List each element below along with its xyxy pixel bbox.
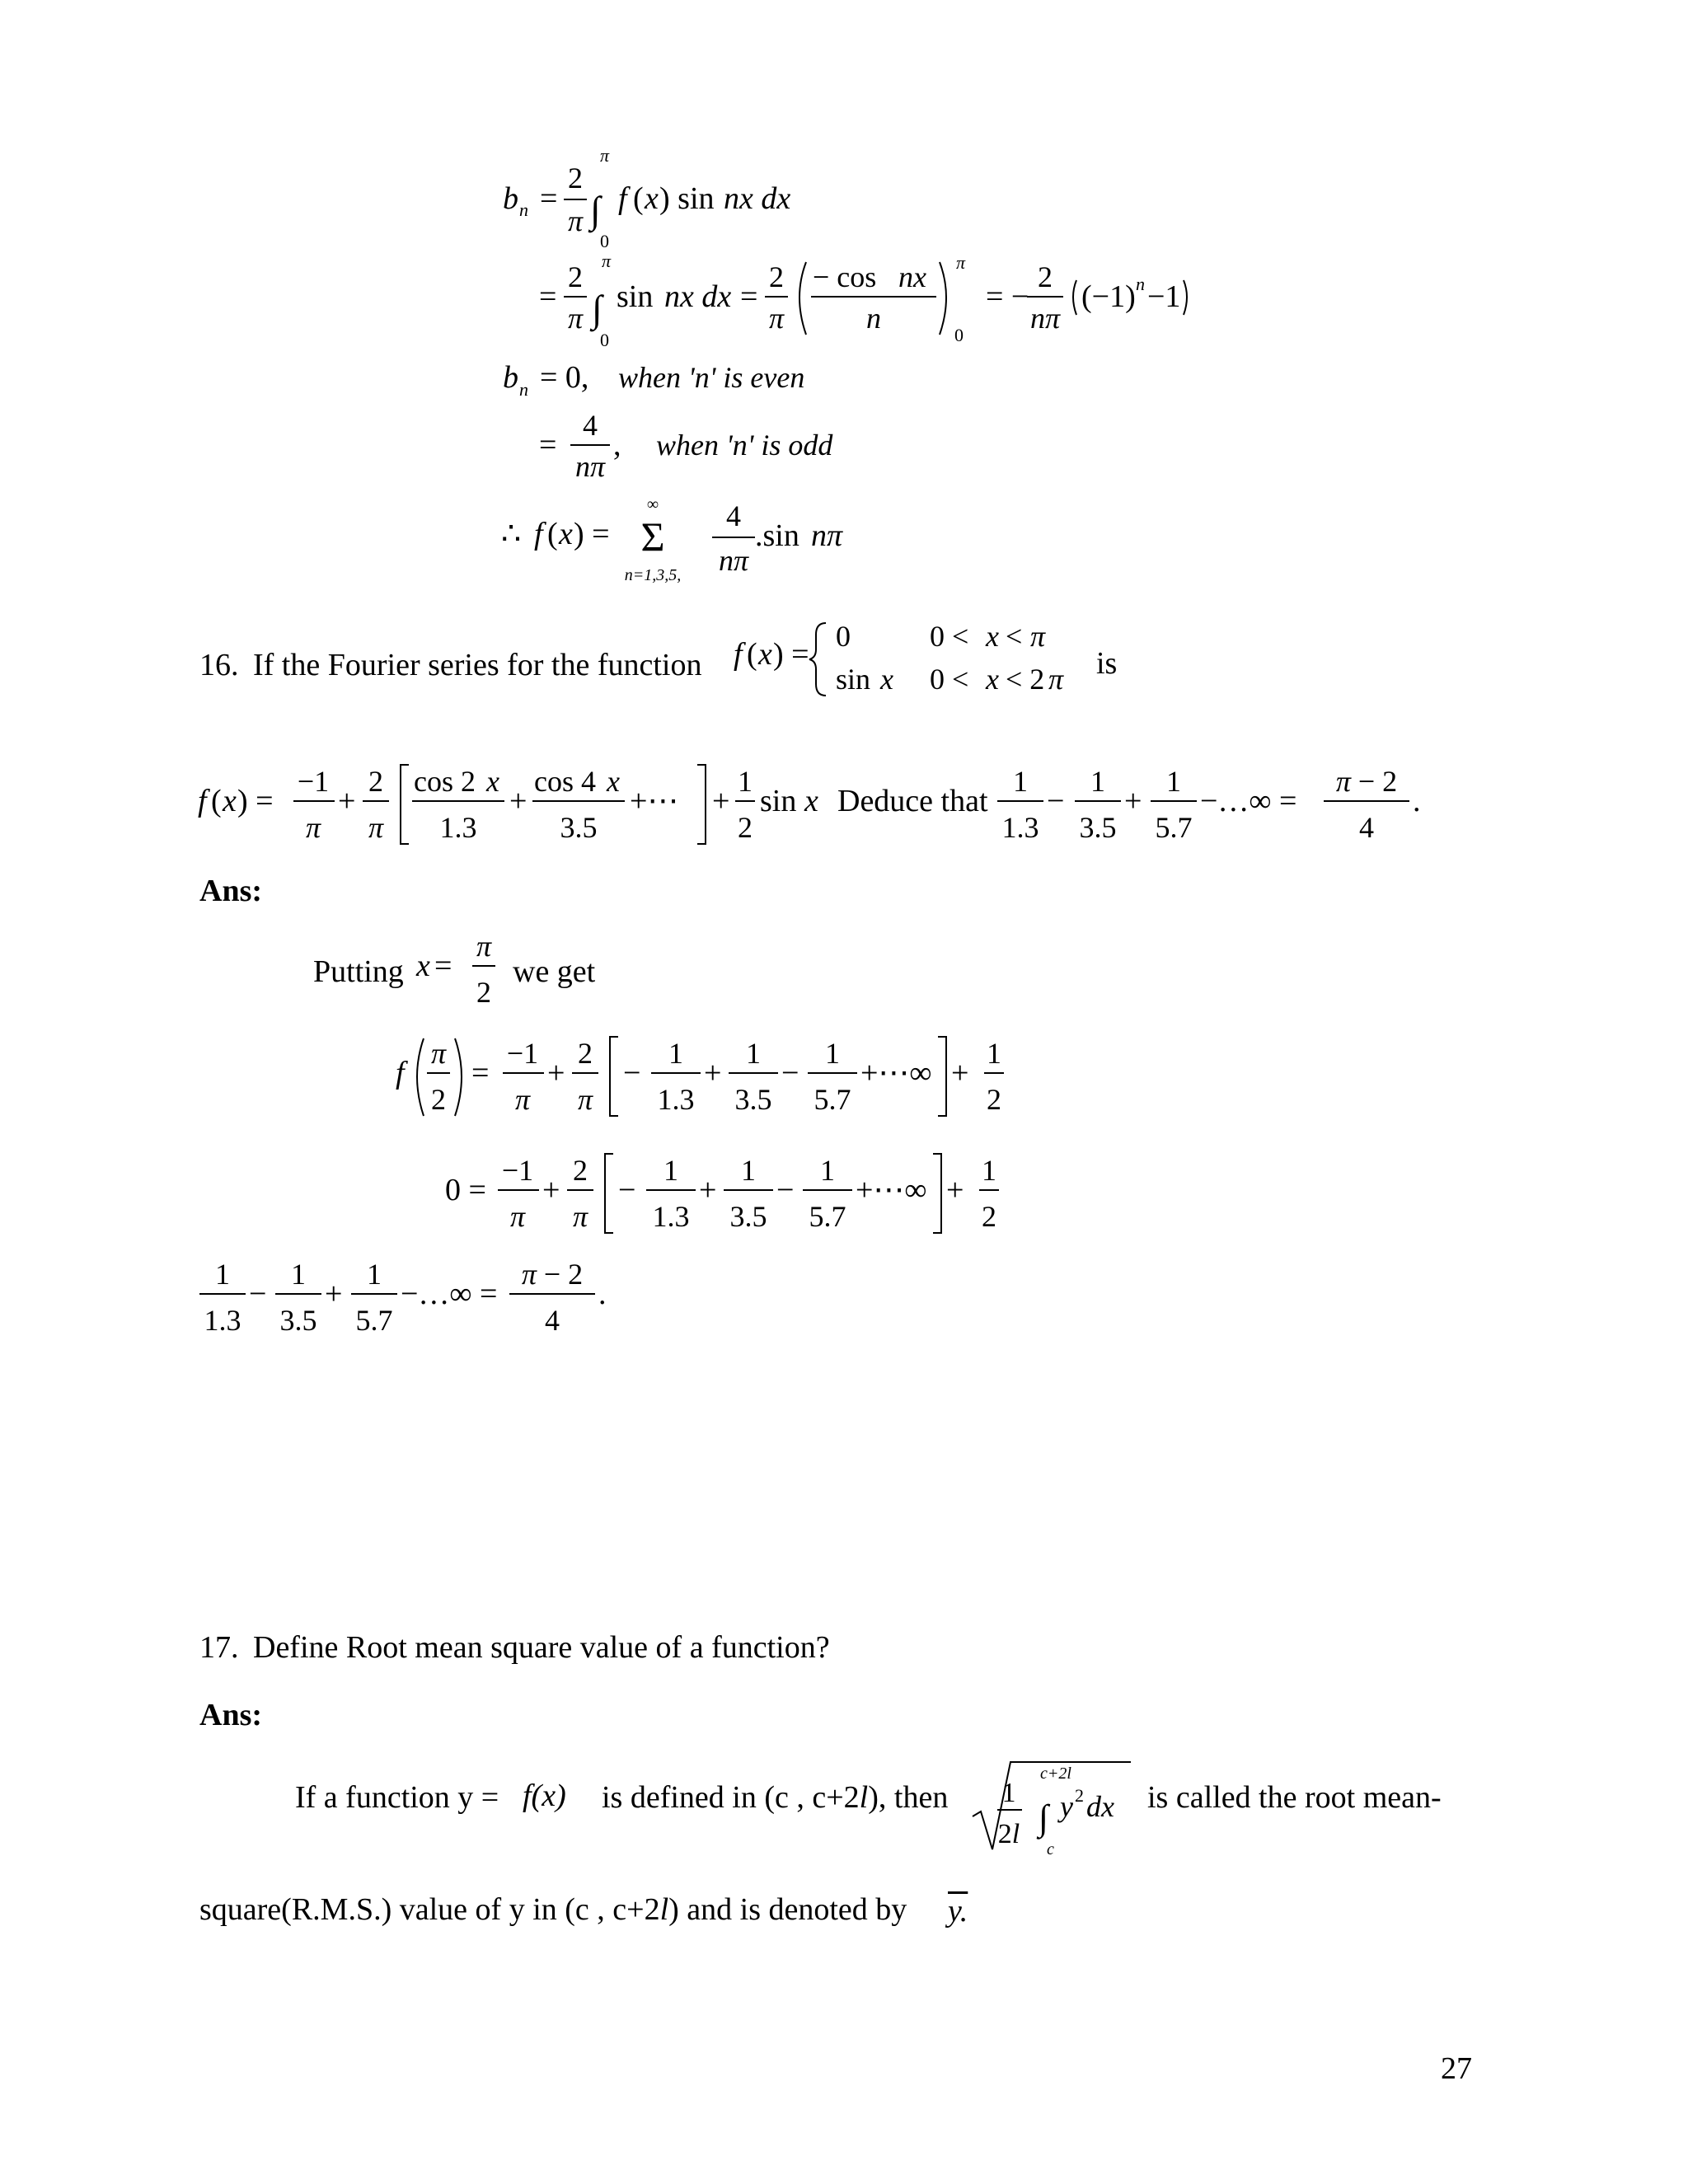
svg-text:cos 4: cos 4 <box>534 765 596 798</box>
q17-question-text: Define Root mean square value of a function? <box>253 1630 830 1665</box>
svg-text:nx dx: nx dx <box>724 181 791 216</box>
equation-fourier-series-16 <box>198 758 1442 861</box>
svg-text:+: + <box>547 1056 565 1090</box>
svg-text:−: − <box>249 1277 267 1311</box>
svg-text:x: x <box>416 949 430 983</box>
svg-text:2: 2 <box>1075 1785 1084 1806</box>
svg-text:1: 1 <box>1090 765 1105 798</box>
svg-text:+: + <box>542 1173 560 1207</box>
svg-text:nx: nx <box>898 260 926 293</box>
svg-text:π: π <box>567 302 584 335</box>
svg-text:1: 1 <box>820 1154 835 1187</box>
svg-text:π: π <box>602 251 612 271</box>
svg-text:+: + <box>1124 784 1142 818</box>
svg-text:=: = <box>540 181 558 216</box>
svg-text:0: 0 <box>954 325 964 345</box>
equation-fx-series <box>495 494 874 598</box>
svg-text:n=1,3,5,: n=1,3,5, <box>624 566 682 584</box>
svg-text:1: 1 <box>825 1037 840 1070</box>
svg-text:b: b <box>503 181 518 216</box>
svg-text:x: x <box>559 517 573 551</box>
svg-text:1: 1 <box>1166 765 1181 798</box>
svg-text:+: + <box>699 1173 717 1207</box>
svg-text:1: 1 <box>987 1037 1001 1070</box>
svg-text:n: n <box>519 379 528 400</box>
q16-statement <box>199 649 702 681</box>
svg-text:2: 2 <box>476 976 491 1009</box>
q17-text-a: If a function y = <box>295 1780 499 1815</box>
svg-text:+: + <box>338 784 356 818</box>
equation-result-16 <box>198 1251 626 1354</box>
svg-text:f: f <box>734 637 743 672</box>
svg-text:∴: ∴ <box>501 517 522 551</box>
svg-text:x: x <box>804 784 818 818</box>
svg-text:c+2l: c+2l <box>1040 1765 1071 1783</box>
svg-text:3.5: 3.5 <box>729 1200 767 1233</box>
q17-text-ef <box>199 1894 907 1925</box>
svg-text:nπ: nπ <box>718 544 749 577</box>
svg-text:+: + <box>951 1056 969 1090</box>
svg-text:5.7: 5.7 <box>814 1083 851 1116</box>
svg-text:.: . <box>598 1277 607 1311</box>
svg-text:π: π <box>476 930 492 963</box>
svg-text:1: 1 <box>746 1037 761 1070</box>
svg-text:−: − <box>623 1056 641 1090</box>
svg-text:dx: dx <box>1086 1790 1114 1823</box>
svg-text:x: x <box>645 181 659 216</box>
q16-is-text: is <box>1096 646 1118 681</box>
svg-text:−: − <box>781 1056 799 1090</box>
svg-text:+: + <box>704 1056 722 1090</box>
svg-text:− cos: − cos <box>813 260 877 293</box>
svg-text:x: x <box>486 765 499 798</box>
svg-text:1: 1 <box>1001 1778 1016 1808</box>
equation-step-f-pi-over-2 <box>396 1030 1022 1133</box>
svg-text:< 2: < 2 <box>1006 663 1045 696</box>
equation-bn-definition <box>495 145 841 260</box>
svg-text:sin: sin <box>617 279 654 314</box>
svg-text:3.5: 3.5 <box>1079 811 1117 844</box>
svg-text:=: = <box>539 279 557 314</box>
svg-text:π: π <box>430 1037 447 1070</box>
svg-text:2l: 2l <box>997 1819 1020 1849</box>
svg-text:Σ: Σ <box>640 513 665 560</box>
q16-lead-text: If the Fourier series for the function <box>253 648 702 682</box>
svg-text:nπ: nπ <box>574 450 606 483</box>
putting-text: Putting <box>313 954 404 989</box>
svg-text:∫: ∫ <box>590 189 601 231</box>
equation-bn-calculation <box>528 251 1203 367</box>
svg-text:π: π <box>768 302 785 335</box>
svg-text:1: 1 <box>215 1258 230 1291</box>
svg-text:−…∞ =: −…∞ = <box>1200 784 1297 818</box>
svg-text:<: < <box>1006 620 1023 653</box>
svg-text:4: 4 <box>583 409 598 442</box>
svg-text:−: − <box>618 1173 636 1207</box>
svg-text:0: 0 <box>600 330 609 350</box>
svg-text:∫: ∫ <box>592 288 603 330</box>
q17-text-f: ) and is denoted by <box>668 1892 907 1927</box>
svg-text:−…∞ =: −…∞ = <box>401 1277 498 1311</box>
svg-text:n: n <box>519 199 528 220</box>
svg-text:π − 2: π − 2 <box>1335 765 1398 798</box>
svg-text:π: π <box>1048 663 1064 696</box>
svg-text:π: π <box>305 811 321 844</box>
q17-ybar <box>948 1896 968 1927</box>
putting-line <box>313 956 404 987</box>
svg-text:2: 2 <box>578 1037 593 1070</box>
q17-text-d: is called the root mean- <box>1147 1780 1442 1815</box>
svg-text:π: π <box>572 1200 588 1233</box>
svg-text:x: x <box>223 784 237 818</box>
svg-text:2: 2 <box>368 765 383 798</box>
q16-number: 16. <box>199 648 239 682</box>
svg-text:+: + <box>325 1277 343 1311</box>
svg-text:0: 0 <box>836 620 851 653</box>
equation-put-x <box>416 923 515 1018</box>
svg-text:2: 2 <box>568 260 583 293</box>
svg-text:x: x <box>880 663 893 696</box>
svg-text:1.3: 1.3 <box>657 1083 695 1116</box>
svg-text:nπ: nπ <box>811 518 843 553</box>
svg-text:1.3: 1.3 <box>1001 811 1039 844</box>
svg-text:π: π <box>567 204 584 237</box>
svg-text:.: . <box>1413 784 1421 818</box>
svg-text:2: 2 <box>987 1083 1001 1116</box>
svg-text:f: f <box>396 1056 405 1090</box>
svg-text:when 'n' is even: when 'n' is even <box>618 361 805 394</box>
svg-text:−: − <box>1047 784 1065 818</box>
svg-text:−: − <box>776 1173 795 1207</box>
svg-text:+: + <box>712 784 730 818</box>
svg-text:∞: ∞ <box>646 495 659 513</box>
svg-text:1: 1 <box>1013 765 1028 798</box>
svg-text:2: 2 <box>568 162 583 194</box>
svg-text:(: ( <box>747 637 757 672</box>
q17-ans-label: Ans: <box>199 1698 263 1732</box>
q17-text-b: is defined in (c , c+2 <box>602 1780 860 1815</box>
svg-text:1.3: 1.3 <box>439 811 477 844</box>
svg-text:(: ( <box>211 784 222 818</box>
svg-text:(: ( <box>547 517 558 551</box>
svg-text:+⋯∞: +⋯∞ <box>856 1173 927 1207</box>
svg-text:) =: ) = <box>574 517 610 551</box>
svg-text:π: π <box>1030 620 1046 653</box>
svg-text:) =: ) = <box>237 784 274 818</box>
svg-text:2: 2 <box>982 1200 996 1233</box>
svg-text:x: x <box>986 663 999 696</box>
svg-text:n: n <box>1136 274 1145 294</box>
svg-text:3.5: 3.5 <box>279 1304 317 1337</box>
svg-text:c: c <box>1047 1840 1054 1858</box>
q17-text-c: ), then <box>868 1780 949 1815</box>
svg-text:) sin: ) sin <box>659 181 715 216</box>
q17-number: 17. <box>199 1630 239 1665</box>
svg-text:1: 1 <box>738 765 753 798</box>
we-get-text: we get <box>513 954 596 989</box>
svg-text:∫: ∫ <box>1039 1797 1049 1838</box>
svg-text:2: 2 <box>1038 260 1053 293</box>
svg-text:−1: −1 <box>1147 279 1181 314</box>
svg-text:2: 2 <box>573 1154 588 1187</box>
svg-text:1: 1 <box>663 1154 678 1187</box>
q17-ybar-text: y. <box>948 1894 968 1929</box>
svg-text:3.5: 3.5 <box>560 811 598 844</box>
svg-text:0: 0 <box>600 231 609 251</box>
svg-text:nπ: nπ <box>1029 302 1061 335</box>
svg-text:5.7: 5.7 <box>355 1304 393 1337</box>
svg-text:) =: ) = <box>773 637 809 672</box>
svg-text:=: = <box>539 428 557 462</box>
svg-text:1: 1 <box>982 1154 996 1187</box>
svg-text:5.7: 5.7 <box>809 1200 846 1233</box>
q17-text-bc <box>602 1782 948 1813</box>
svg-text:x: x <box>607 765 620 798</box>
svg-text:π: π <box>514 1083 531 1116</box>
svg-text:y: y <box>1060 1790 1073 1823</box>
svg-text:π: π <box>956 252 966 273</box>
svg-text:x: x <box>758 637 772 672</box>
q16-deduce-text: Deduce that <box>837 784 988 818</box>
svg-text:f: f <box>198 784 207 818</box>
q17-fx-label: f(x) <box>523 1779 566 1813</box>
svg-text:2: 2 <box>431 1083 446 1116</box>
equation-step-zero <box>445 1147 1022 1250</box>
svg-text:x: x <box>986 620 999 653</box>
svg-text:(−1): (−1) <box>1081 279 1136 314</box>
svg-text:= −: = − <box>986 279 1029 314</box>
svg-text:1: 1 <box>668 1037 683 1070</box>
svg-text:−1: −1 <box>506 1037 539 1070</box>
svg-text:4: 4 <box>726 499 741 532</box>
svg-text:+: + <box>946 1173 964 1207</box>
svg-text:=: = <box>471 1056 490 1090</box>
svg-text:2: 2 <box>769 260 784 293</box>
page-number: 27 <box>1441 2051 1472 2086</box>
svg-text:π: π <box>368 811 384 844</box>
svg-text:5.7: 5.7 <box>1155 811 1193 844</box>
equation-rms <box>969 1754 1134 1865</box>
svg-text:(: ( <box>633 181 644 216</box>
q17-question <box>199 1632 830 1663</box>
equation-bn-even <box>495 354 907 408</box>
svg-text:0 <: 0 < <box>930 663 969 696</box>
svg-text:+⋯∞: +⋯∞ <box>860 1056 932 1090</box>
svg-text:−1: −1 <box>297 765 330 798</box>
svg-text:4: 4 <box>545 1304 560 1337</box>
svg-text:f: f <box>534 517 543 551</box>
svg-text:π: π <box>600 145 610 166</box>
svg-text:0 <: 0 < <box>930 620 969 653</box>
q17-l-1: l <box>859 1780 869 1815</box>
svg-text:sin: sin <box>760 784 797 818</box>
equation-bn-odd <box>528 404 907 499</box>
svg-text:−1: −1 <box>501 1154 534 1187</box>
svg-text:1.3: 1.3 <box>652 1200 690 1233</box>
q16-ans-label: Ans: <box>199 874 263 908</box>
svg-text:sin: sin <box>836 663 871 696</box>
svg-text:= 0,: = 0, <box>540 360 589 395</box>
svg-text:cos 2: cos 2 <box>414 765 476 798</box>
svg-text:+: + <box>509 784 528 818</box>
svg-text:f: f <box>618 181 627 216</box>
svg-text:π − 2: π − 2 <box>521 1258 584 1291</box>
svg-text:n: n <box>866 302 881 335</box>
svg-text:,: , <box>613 428 621 462</box>
q17-text-e: square(R.M.S.) value of y in (c , c+2 <box>199 1892 660 1927</box>
svg-text:1: 1 <box>367 1258 382 1291</box>
svg-text:π: π <box>577 1083 593 1116</box>
svg-text:+⋯: +⋯ <box>630 784 679 818</box>
svg-text:.sin: .sin <box>755 518 799 553</box>
q17-l-2: l <box>659 1892 669 1927</box>
svg-text:3.5: 3.5 <box>734 1083 772 1116</box>
svg-text:nx dx: nx dx <box>664 279 732 314</box>
svg-text:2: 2 <box>738 811 753 844</box>
svg-text:1: 1 <box>291 1258 306 1291</box>
equation-piecewise-function <box>734 612 1096 706</box>
svg-text:=: = <box>434 949 452 983</box>
svg-text:=: = <box>740 279 758 314</box>
svg-text:1: 1 <box>741 1154 756 1187</box>
svg-text:b: b <box>503 360 518 395</box>
svg-text:1.3: 1.3 <box>204 1304 241 1337</box>
svg-text:when 'n' is odd: when 'n' is odd <box>656 429 833 462</box>
svg-text:π: π <box>509 1200 526 1233</box>
svg-text:0 =: 0 = <box>445 1173 486 1207</box>
svg-text:4: 4 <box>1359 811 1374 844</box>
